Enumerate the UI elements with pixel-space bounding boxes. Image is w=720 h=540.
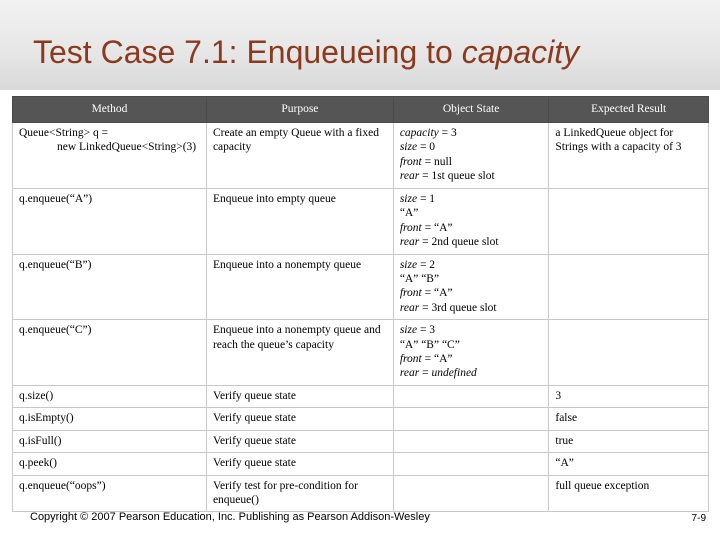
method-cell: q.enqueue(“A”) — [13, 189, 207, 255]
header-purpose: Purpose — [206, 97, 393, 123]
result-cell: “A” — [549, 453, 709, 475]
state-cell — [393, 475, 549, 512]
test-case-table — [12, 96, 709, 512]
purpose-cell: Enqueue into a nonempty queue — [206, 254, 393, 320]
state-cell: size = 2 “A” “B” front = “A” rear = 3rd queue slot — [393, 254, 549, 320]
method-cell: q.enqueue(“oops”) — [13, 475, 207, 512]
method-cell: q.size() — [13, 385, 207, 407]
method-cell: q.enqueue(“C”) — [13, 320, 207, 386]
table-row — [13, 189, 709, 255]
state-cell: size = 3 “A” “B” “C” front = “A” rear = undefined — [393, 320, 549, 386]
state-cell — [393, 385, 549, 407]
table-row — [13, 475, 709, 512]
method-cell: q.isFull() — [13, 430, 207, 452]
page-number: 7-9 — [691, 513, 706, 524]
result-cell — [549, 320, 709, 386]
method-cell: q.enqueue(“B”) — [13, 254, 207, 320]
purpose-cell: Enqueue into a nonempty queue and reach the queue’s capacity — [206, 320, 393, 386]
method-cell: Queue<String> q = new LinkedQueue<String>(3) — [13, 123, 207, 189]
table-row — [13, 385, 709, 407]
purpose-cell: Enqueue into empty queue — [206, 189, 393, 255]
table-row — [13, 123, 709, 189]
table-row — [13, 453, 709, 475]
state-cell — [393, 430, 549, 452]
result-cell: 3 — [549, 385, 709, 407]
state-cell — [393, 408, 549, 430]
header-object-state: Object State — [393, 97, 549, 123]
method-cell: q.peek() — [13, 453, 207, 475]
table-row — [13, 430, 709, 452]
result-cell: false — [549, 408, 709, 430]
purpose-cell: Create an empty Queue with a fixed capacity — [206, 123, 393, 189]
result-cell — [549, 189, 709, 255]
result-cell: a LinkedQueue object for Strings with a capacity of 3 — [549, 123, 709, 189]
method-cell: q.isEmpty() — [13, 408, 207, 430]
table-row — [13, 254, 709, 320]
table-row — [13, 320, 709, 386]
state-cell: size = 1 “A” front = “A” rear = 2nd queue slot — [393, 189, 549, 255]
purpose-cell: Verify queue state — [206, 385, 393, 407]
copyright-footer: Copyright © 2007 Pearson Education, Inc. Publishing as Pearson Addison-Wesley — [30, 511, 430, 523]
result-cell: true — [549, 430, 709, 452]
result-cell: full queue exception — [549, 475, 709, 512]
table-header-row — [13, 97, 709, 123]
table-row — [13, 408, 709, 430]
purpose-cell: Verify test for pre-condition for enqueue() — [206, 475, 393, 512]
result-cell — [549, 254, 709, 320]
header-method: Method — [13, 97, 207, 123]
purpose-cell: Verify queue state — [206, 430, 393, 452]
purpose-cell: Verify queue state — [206, 408, 393, 430]
header-expected-result: Expected Result — [549, 97, 709, 123]
state-cell: capacity = 3 size = 0 front = null rear = 1st queue slot — [393, 123, 549, 189]
slide-title: Test Case 7.1: Enqueueing to capacity — [33, 34, 580, 70]
state-cell — [393, 453, 549, 475]
purpose-cell: Verify queue state — [206, 453, 393, 475]
